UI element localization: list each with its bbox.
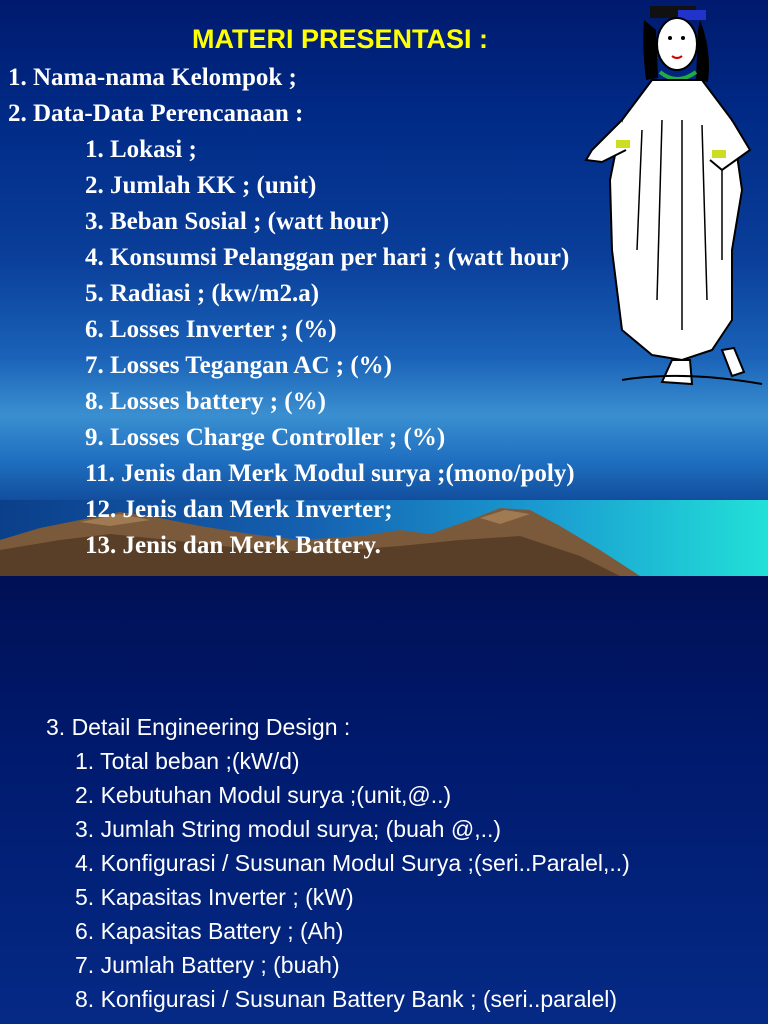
list-item: 7. Jumlah Battery ; (buah) — [75, 952, 340, 978]
list-item: 8. Konfigurasi / Susunan Battery Bank ; (seri..paralel) — [75, 986, 618, 1012]
list-item: 3. Jumlah String modul surya; (buah @,..) — [75, 816, 502, 842]
list-item: 13. Jenis dan Merk Battery. — [85, 532, 381, 559]
list-item: 7. Losses Tegangan AC ; (%) — [85, 352, 392, 379]
list-item: 2. Jumlah KK ; (unit) — [85, 172, 317, 199]
list-item: 4. Konfigurasi / Susunan Modul Surya ;(seri..Paralel,..) — [75, 850, 630, 876]
list-item: 6. Losses Inverter ; (%) — [85, 316, 337, 343]
list-item: 2. Kebutuhan Modul surya ;(unit,@..) — [75, 782, 452, 808]
list-item: 1. Total beban ;(kW/d) — [75, 748, 300, 774]
engineering-design-list — [0, 710, 630, 1016]
list-item: 12. Jenis dan Merk Inverter; — [85, 496, 393, 523]
list-item: 11. Jenis dan Merk Modul surya ;(mono/poly) — [85, 460, 575, 487]
list-item: 5. Radiasi ; (kw/m2.a) — [85, 280, 320, 307]
egyptian-woman-illustration — [582, 0, 768, 390]
list-item: 4. Konsumsi Pelanggan per hari ; (watt hour) — [85, 244, 570, 271]
list-item: 1. Nama-nama Kelompok ; — [8, 64, 297, 91]
list-item: 9. Losses Charge Controller ; (%) — [85, 424, 446, 451]
list-item: 6. Kapasitas Battery ; (Ah) — [75, 918, 344, 944]
section-heading: 3. Detail Engineering Design : — [46, 714, 351, 740]
list-item: 5. Kapasitas Inverter ; (kW) — [75, 884, 354, 910]
list-item: 3. Beban Sosial ; (watt hour) — [85, 208, 390, 235]
list-item: 1. Lokasi ; — [85, 136, 197, 163]
planning-list — [0, 60, 575, 564]
list-item: 8. Losses battery ; (%) — [85, 388, 326, 415]
slide-title: MATERI PRESENTASI : — [191, 24, 488, 54]
list-item: 2. Data-Data Perencanaan : — [8, 100, 304, 127]
